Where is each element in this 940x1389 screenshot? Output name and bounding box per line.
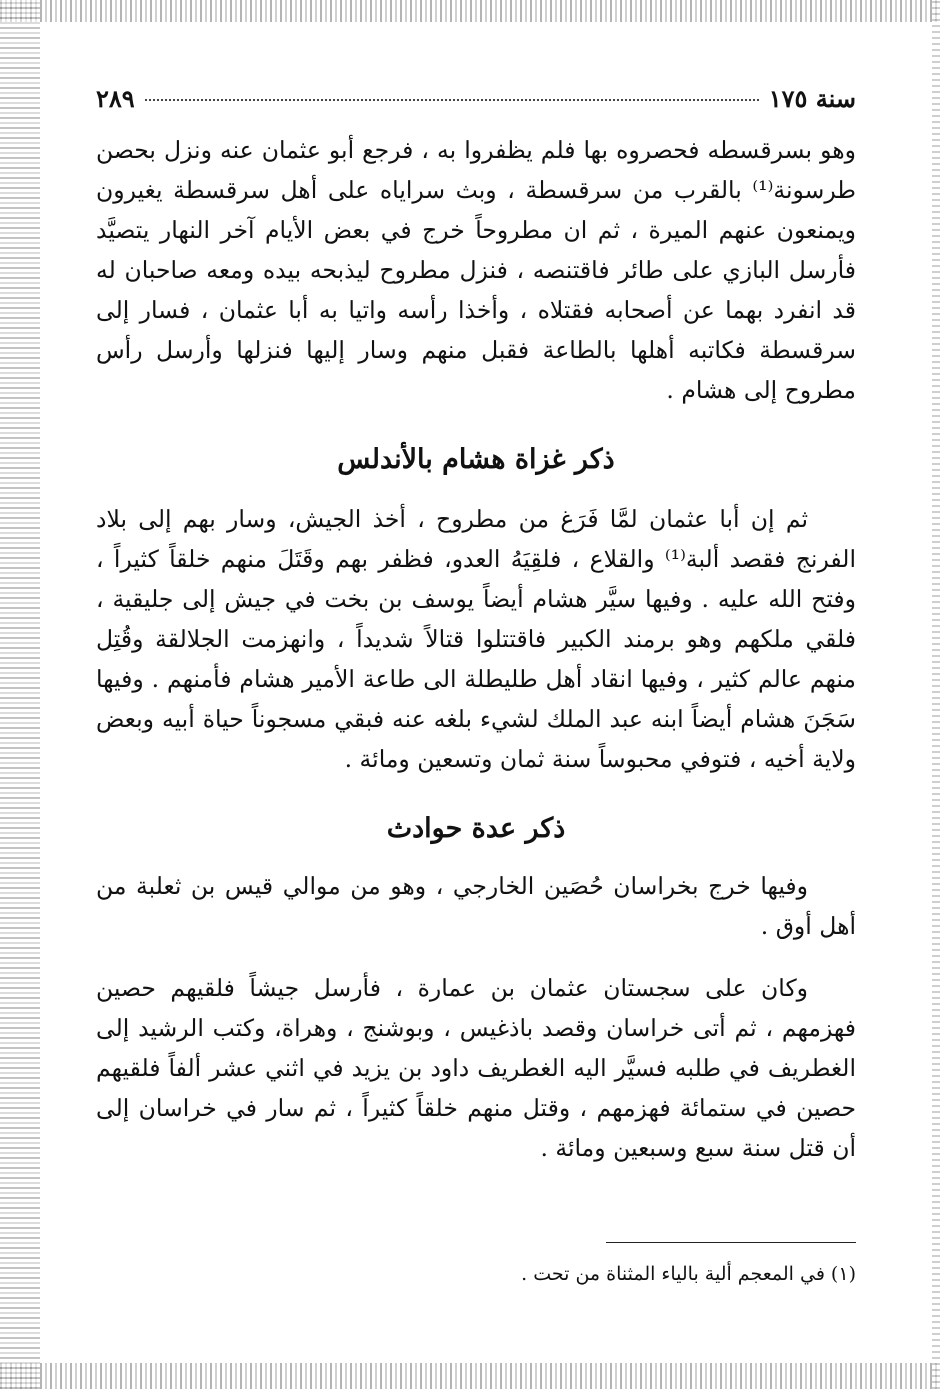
footnote-rule xyxy=(606,1242,856,1243)
book-page xyxy=(96,84,856,1285)
footnote: (١) في المعجم ألية بالياء المثناة من تحت . xyxy=(521,1263,856,1285)
running-header xyxy=(96,84,856,118)
decorative-border-top xyxy=(0,0,940,22)
decorative-border-bottom xyxy=(0,1363,940,1389)
section1-paragraph: وهو بسرقسطه فحصروه بها فلم يظفروا به ، فرجع أبو عثمان عنه ونزل بحصن طرسونة⁽¹⁾ بالقرب من سرقسطة ، وبث سراياه على أهل سرقسطة يغيرون ويمنعون عنهم الميرة ، ثم ان مطروحاً خرج في بعض الأيام آخر النهار يتصيَّد فأرسل البازي على طائر فاقتنصه ، فنزل مطروح ليذبحه بيده ومعه صاحبان له قد انفرد بهما عن أصحابه فقتلاه ، وأخذا رأسه واتيا به أبا عثمان ، فسار إلى سرقسطة فكاتبه أهلها بالطاعة فقبل منهم وسار إليها فنزلها وأرسل رأس مطروح إلى هشام . xyxy=(96,136,856,404)
page-number: ٢٨٩ xyxy=(96,84,135,113)
decorative-border-left xyxy=(0,0,40,1389)
decorative-border-right xyxy=(932,0,940,1389)
section2-heading: ذكر غزاة هشام بالأندلس xyxy=(337,444,615,475)
header-dotted-leader xyxy=(145,99,759,101)
section3-paragraph-2: وكان على سجستان عثمان بن عمارة ، فأرسل جيشاً فلقيهم حصين فهزمهم ، ثم أتى خراسان وقصد باذغيس ، وبوشنج ، وهراة، وكتب الرشيد إلى الغطريف في طلبه فسيَّر اليه الغطريف داود بن يزيد في اثني عشر ألفاً فلقيهم حصين في ستمائة فهزمهم ، وقتل منهم خلقاً كثيراً ، ثم سار في خراسان إلى أن قتل سنة سبع وسبعين ومائة . xyxy=(96,974,856,1162)
section3-heading: ذكر عدة حوادث xyxy=(386,813,566,844)
section3-paragraph-1: وفيها خرج بخراسان حُصَين الخارجي ، وهو من موالي قيس بن ثعلبة من أهل أوق . xyxy=(96,872,856,940)
header-year-label: سنة ١٧٥ xyxy=(768,84,856,113)
section2-paragraph: ثم إن أبا عثمان لمَّا فَرَغ من مطروح ، أخذ الجيش، وسار بهم إلى بلاد الفرنج فقصد ألبة⁽¹⁾ والقلاع ، فلقِيَهُ العدو، فظفر بهم وقَتَلَ منهم خلقاً كثيراً ، وفتح الله عليه . وفيها سيَّر هشام أيضاً يوسف بن بخت في جيش إلى جليقية ، فلقي ملكهم وهو برمند الكبير فاقتتلوا قتالاً شديداً ، وانهزمت الجلالقة وقُتِل منهم عالم كثير ، وفيها انقاد أهل طليطلة الى طاعة الأمير هشام فأمنهم . وفيها سَجَنَ هشام أيضاً ابنه عبد الملك لشيء بلغه عنه فبقي مسجوناً حياة أبيه وبعض ولاية أخيه ، فتوفي محبوساً سنة ثمان وتسعين ومائة . xyxy=(96,505,856,773)
